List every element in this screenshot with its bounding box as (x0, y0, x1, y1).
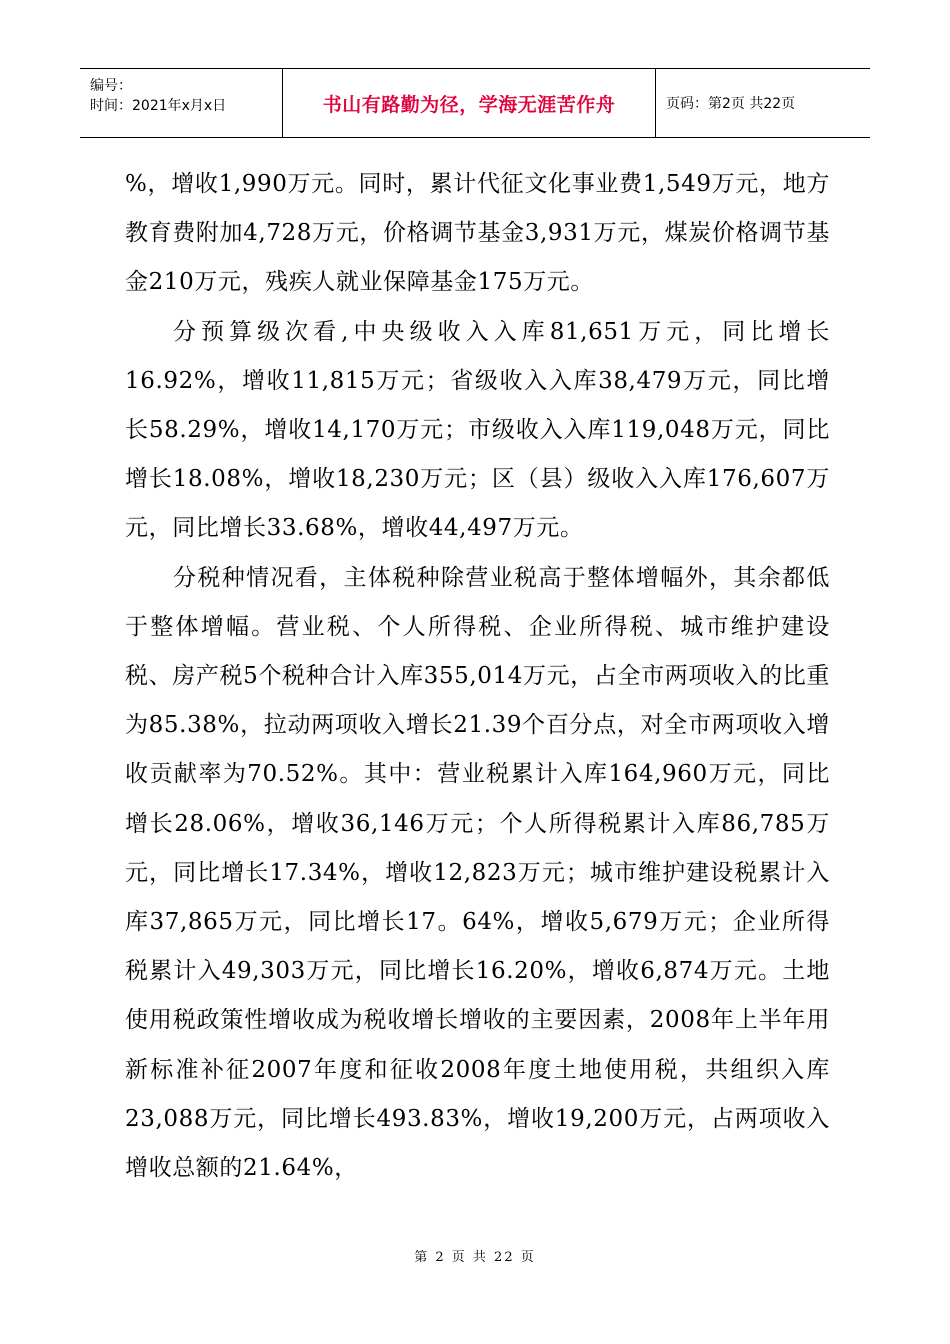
paragraph-budget-levels: 分预算级次看,中央级收入入库81,651万元，同比增长16.92%，增收11,815万元；省级收入入库38,479万元，同比增长58.29%，增收14,170万元；市级收入入库119,048万元，同比增长18.08%，增收18,230万元；区（县）级收入入库176,607万元，同比增长33.68%，增收44,497万元。 (125, 318, 830, 542)
header-motto: 书山有路勤为径，学海无涯苦作舟 (322, 93, 616, 116)
header-motto-cell (283, 69, 656, 137)
document-body (125, 160, 830, 1193)
page-header (80, 68, 870, 138)
document-number-label: 编号： (90, 78, 132, 94)
paragraph-continued: %，增收1,990万元。同时，累计代征文化事业费1,549万元，地方教育费附加4,728万元，价格调节基金3,931万元，煤炭价格调节基金210万元，残疾人就业保障基金175万元。 (125, 171, 830, 296)
header-meta-cell (80, 69, 283, 137)
document-time-label: 时间：2021年x月x日 (90, 98, 227, 114)
header-page-cell (656, 69, 870, 137)
header-page-info: 页码：第2页 共22页 (666, 96, 796, 112)
page-footer: 第 2 页 共 22 页 (414, 1250, 536, 1265)
paragraph-tax-types: 分税种情况看，主体税种除营业税高于整体增幅外，其余都低于整体增幅。营业税、个人所得税、企业所得税、城市维护建设税、房产税5个税种合计入库355,014万元，占全市两项收入的比重为85.38%，拉动两项收入增长21.39个百分点，对全市两项收入增收贡献率为70.52%。其中：营业税累计入库164,960万元，同比增长28.06%，增收36,146万元；个人所得税累计入库86,785万元，同比增长17.34%，增收12,823万元；城市维护建设税累计入库37,865万元，同比增长17。64%，增收5,679万元；企业所得税累计入49,303万元，同比增长16.20%，增收6,874万元。土地使用税政策性增收成为税收增长增收的主要因素，2008年上半年用新标准补征2007年度和征收2008年度土地使用税，共组织入库23,088万元，同比增长493.83%，增收19,200万元，占两项收入增收总额的21.64%， (125, 564, 830, 1182)
